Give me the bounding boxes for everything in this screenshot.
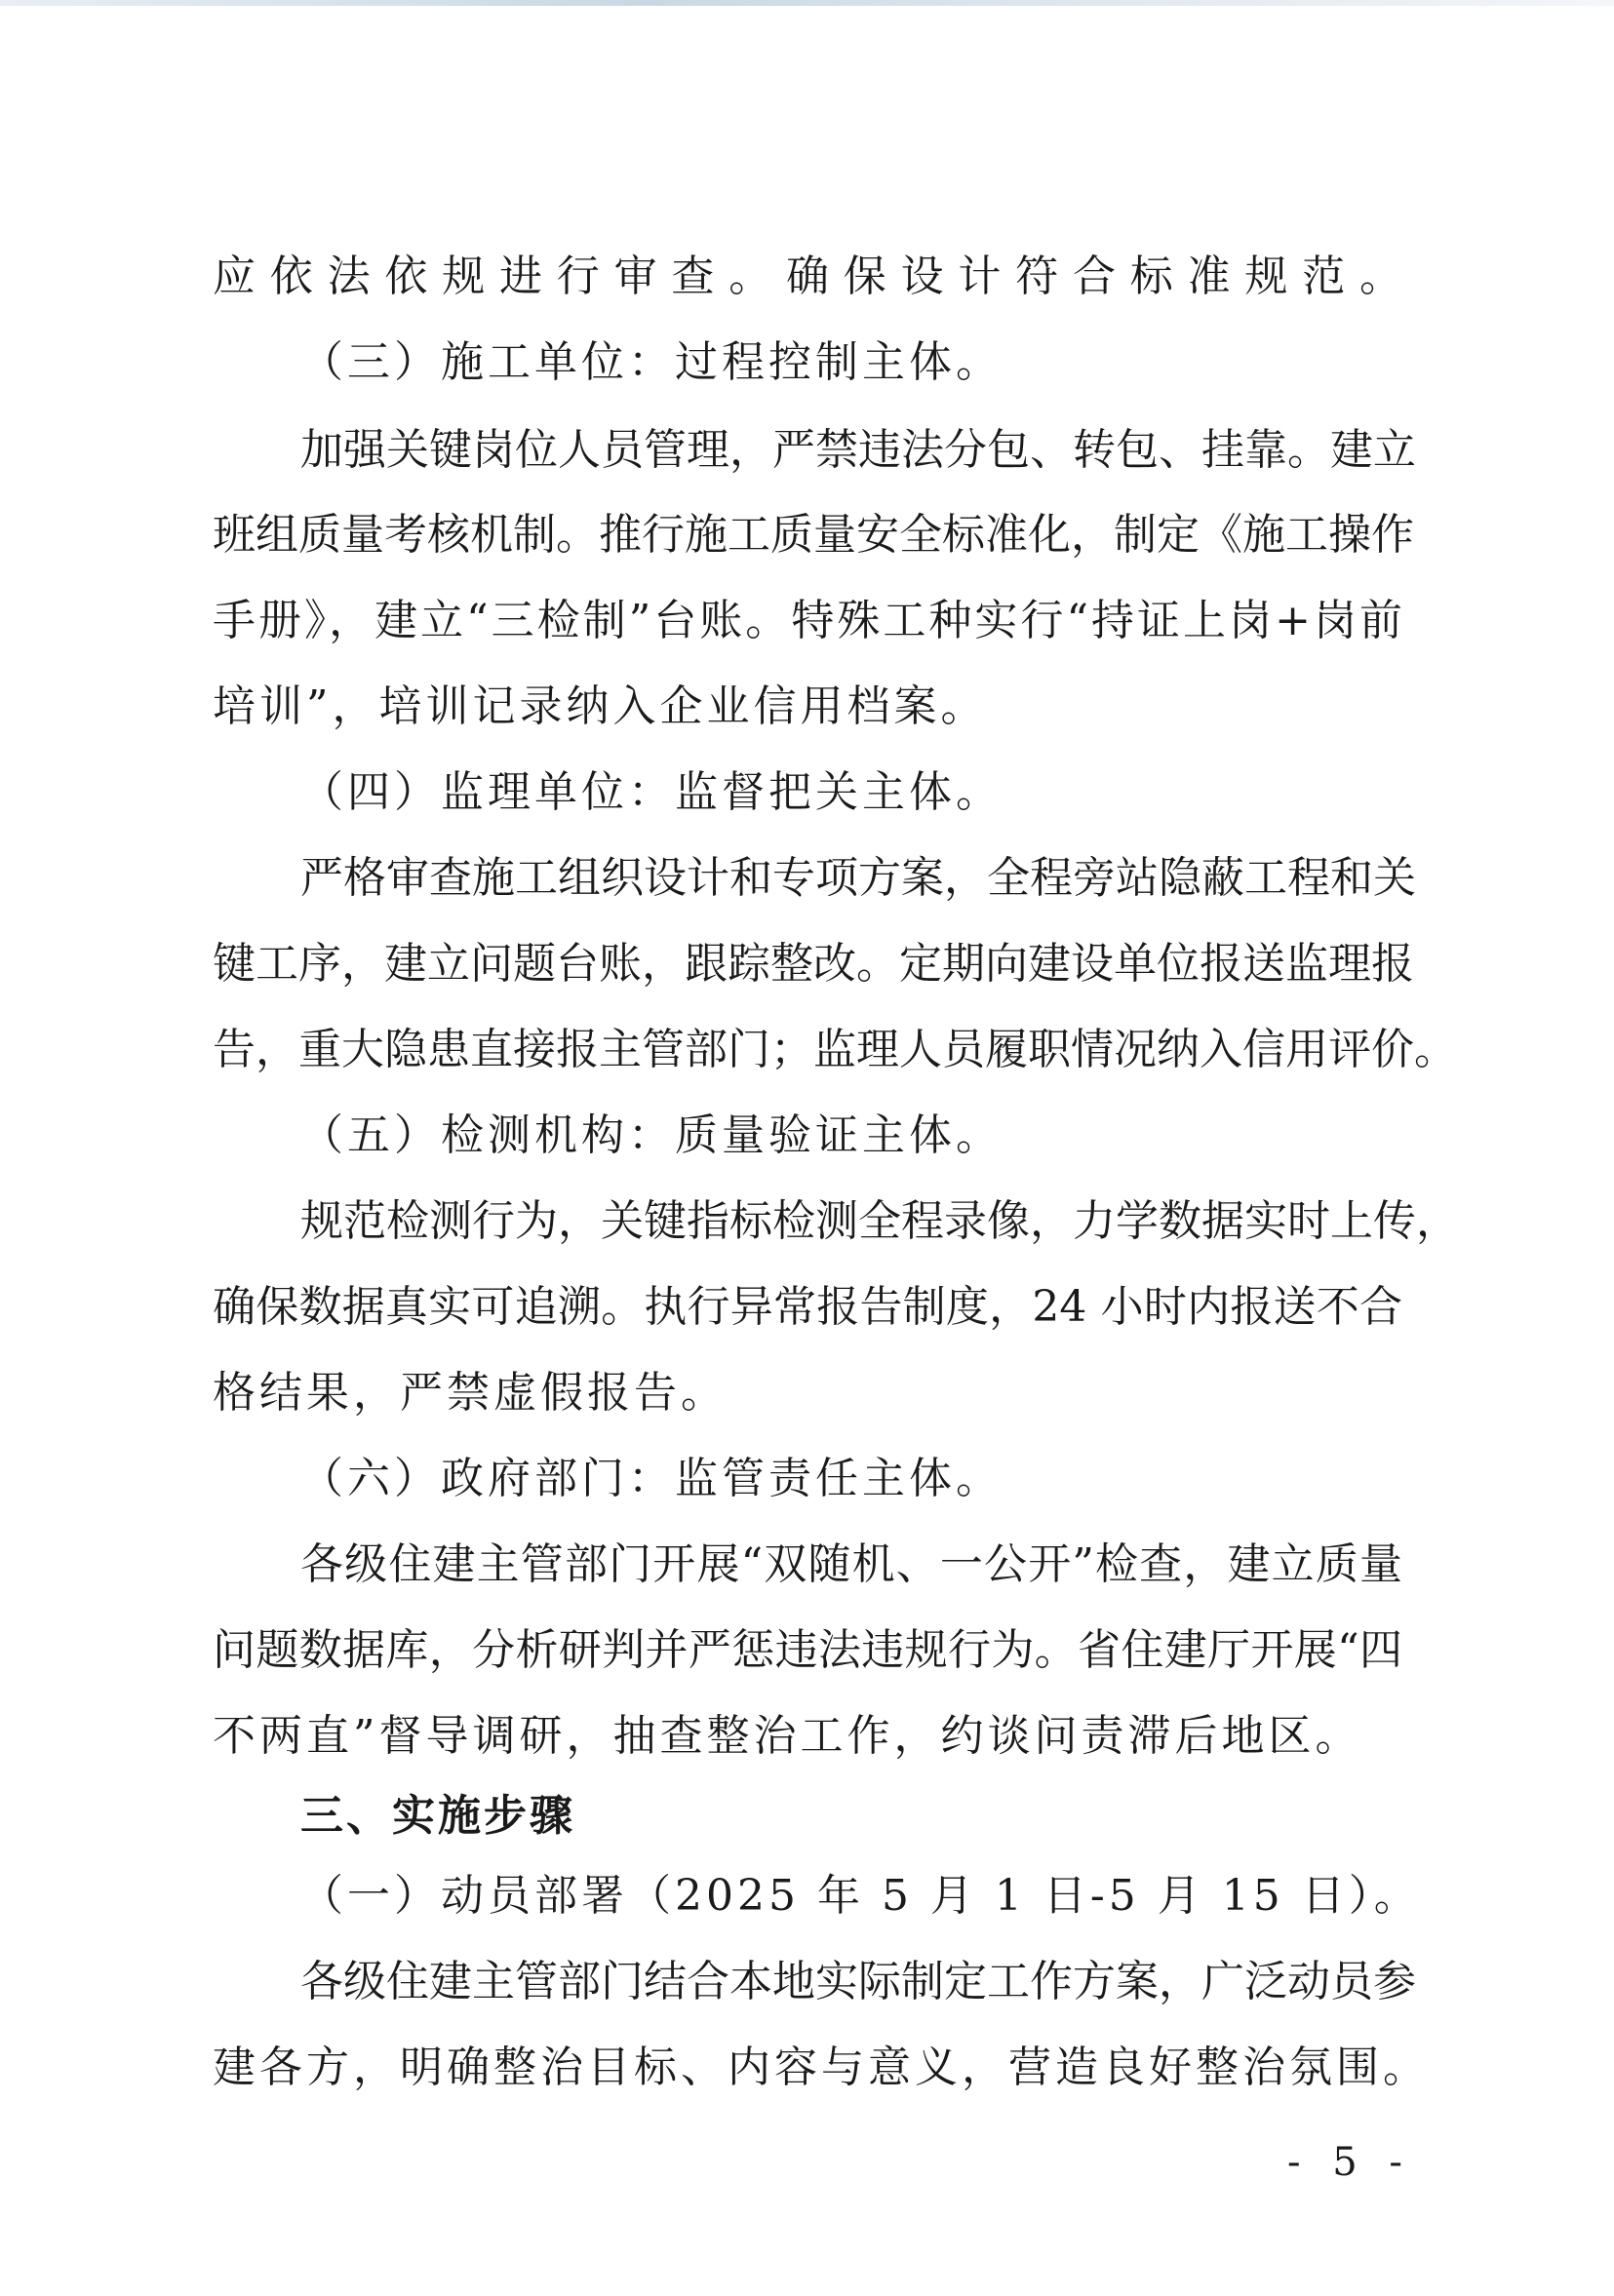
paragraph-line: 告，重大隐患直接报主管部门；监理人员履职情况纳入信用评价。 — [213, 1025, 1457, 1074]
paragraph-line: 规范检测行为，关键指标检测全程录像，力学数据实时上传， — [300, 1196, 1459, 1246]
paragraph-line: 班组质量考核机制。推行施工质量安全标准化，制定《施工操作 — [213, 510, 1414, 560]
paragraph-line: 手册》，建立“三检制”台账。特殊工种实行“持证上岗+岗前 — [213, 596, 1402, 645]
scan-edge — [0, 0, 1614, 6]
paragraph-line: 格结果，严禁虚假报告。 — [213, 1368, 728, 1418]
paragraph-line: 各级住建主管部门开展“双随机、一公开”检查，建立质量 — [300, 1539, 1402, 1589]
chapter-heading: 三、实施步骤 — [300, 1791, 575, 1841]
paragraph-line: 不两直”督导调研，抽查整治工作，约谈问责滞后地区。 — [213, 1711, 1362, 1761]
paragraph-line: 加强关键岗位人员管理，严禁违法分包、转包、挂靠。建立 — [300, 425, 1416, 475]
paragraph-line: 严格审查施工组织设计和专项方案，全程旁站隐蔽工程和关 — [300, 853, 1416, 903]
section-heading: （五）检测机构：质量验证主体。 — [300, 1110, 1003, 1160]
paragraph-line: 确保数据真实可追溯。执行异常报告制度，24 小时内报送不合 — [213, 1282, 1402, 1332]
section-heading: （四）监理单位：监督把关主体。 — [300, 767, 1003, 817]
paragraph-line: 培训”，培训记录纳入企业信用档案。 — [213, 681, 988, 731]
paragraph-line: 键工序，建立问题台账，跟踪整改。定期向建设单位报送监理报 — [213, 939, 1414, 989]
section-heading: （六）政府部门：监管责任主体。 — [300, 1454, 1003, 1503]
paragraph-line: 各级住建主管部门结合本地实际制定工作方案，广泛动员参 — [300, 1957, 1416, 2006]
page-number: - 5 - — [1287, 2140, 1412, 2185]
section-heading: （三）施工单位：过程控制主体。 — [300, 337, 1003, 387]
paragraph-line: 应依法依规进行审查。确保设计符合标准规范。 — [213, 252, 1402, 301]
paragraph-line: 建各方，明确整治目标、内容与意义，营造良好整治氛围。 — [213, 2043, 1430, 2092]
section-heading: （一）动员部署（2025 年 5 月 1 日-5 月 15 日）。 — [300, 1871, 1421, 1921]
paragraph-line: 问题数据库，分析研判并严惩违法违规行为。省住建厅开展“四 — [213, 1625, 1402, 1675]
